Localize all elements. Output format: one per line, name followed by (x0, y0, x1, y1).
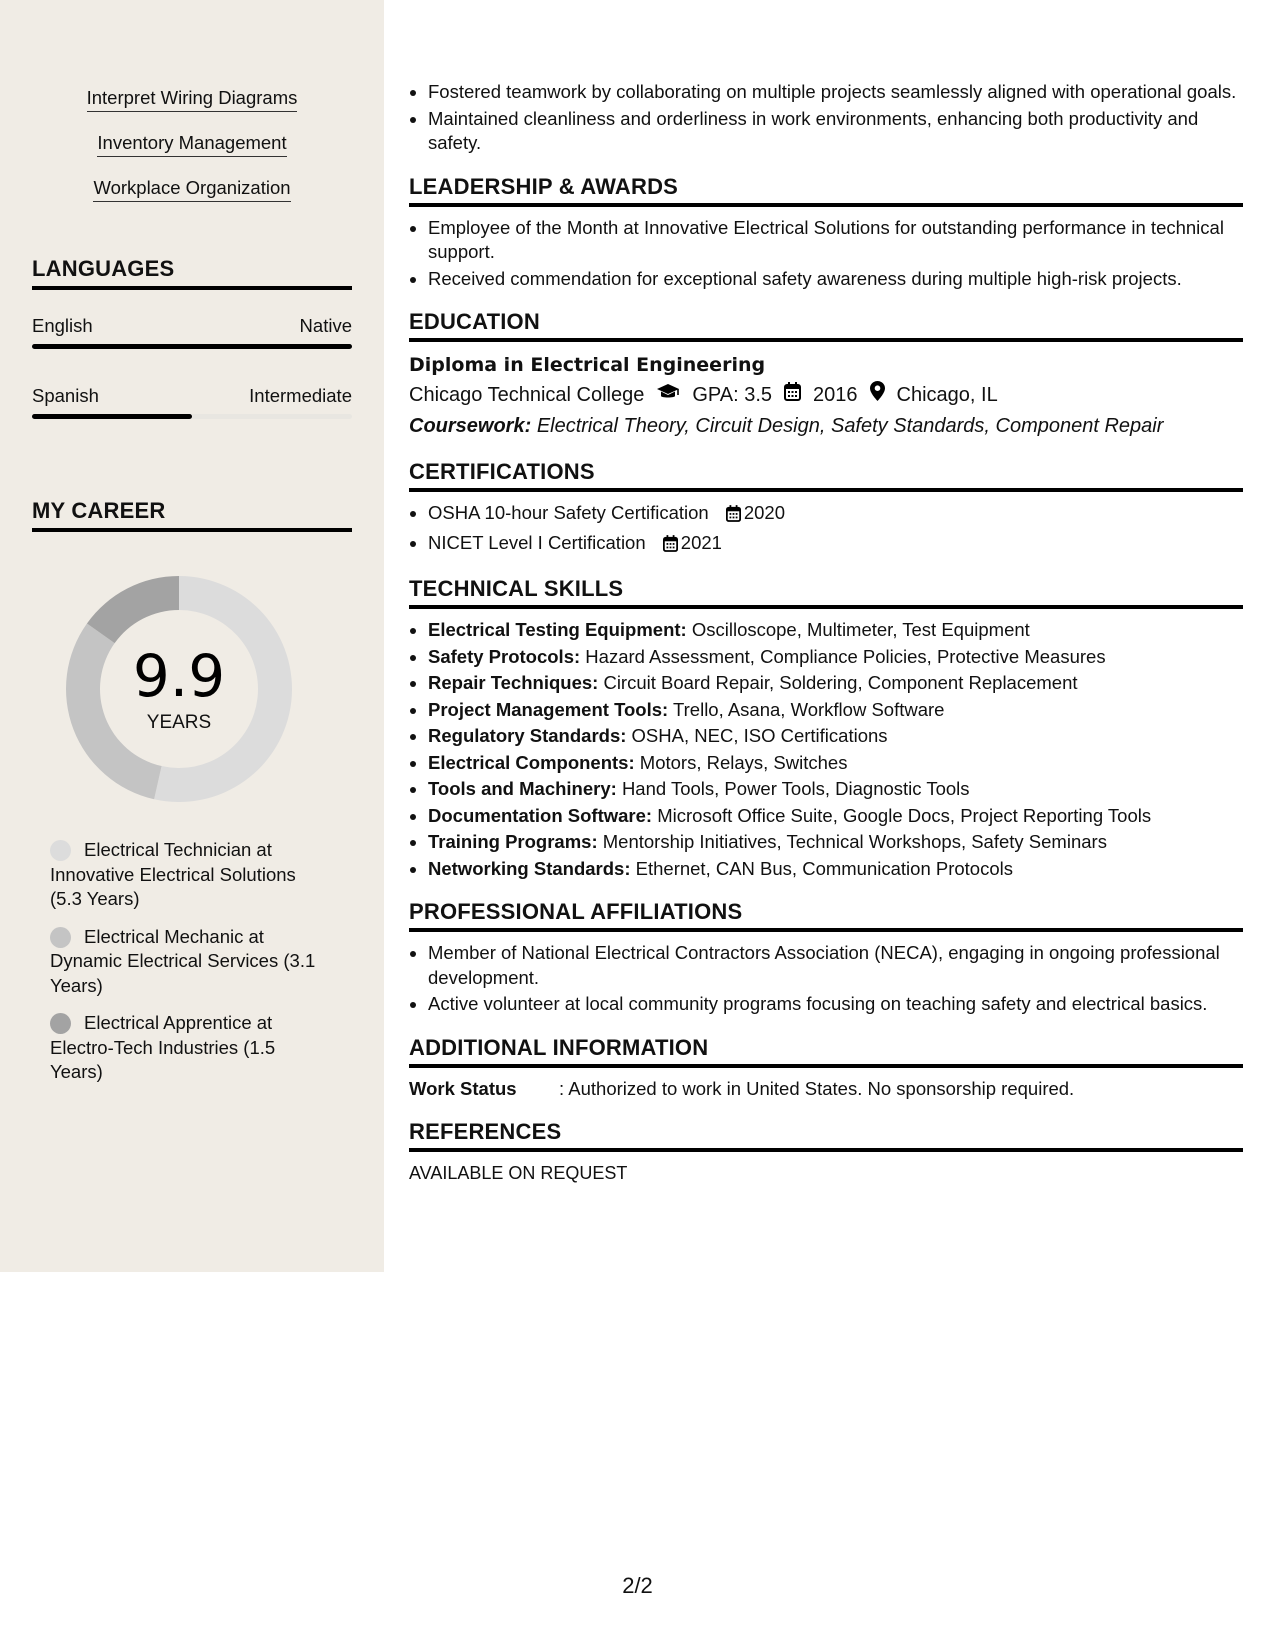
language-name: Spanish (32, 385, 99, 406)
education-school: Chicago Technical College (409, 384, 645, 406)
certification-name: NICET Level I Certification (428, 531, 646, 553)
skill-value: Microsoft Office Suite, Google Docs, Project Reporting Tools (657, 804, 1152, 826)
language-name: English (32, 315, 93, 336)
career-legend-dot (50, 840, 71, 861)
career-total-unit: YEARS (146, 712, 212, 733)
leadership-item: • Received commendation for exceptional safety awareness during multiple high-risk projects. (428, 267, 1243, 292)
education-gpa: GPA: 3.5 (692, 384, 773, 406)
education-heading: EDUCATION (409, 309, 1243, 342)
languages-heading: LANGUAGES (32, 256, 352, 290)
language-bar-fill (32, 344, 352, 349)
career-legend-dot (50, 1013, 71, 1034)
language-level: Native (299, 315, 352, 336)
skill-label: Electrical Components: (428, 751, 635, 773)
career-heading: MY CAREER (32, 498, 352, 532)
skill-value: OSHA, NEC, ISO Certifications (631, 725, 888, 746)
leadership-heading: LEADERSHIP & AWARDS (409, 174, 1243, 207)
work-status-value: : Authorized to work in United States. No sponsorship required. (559, 1077, 1075, 1099)
skill-value: Ethernet, CAN Bus, Communication Protocols (635, 857, 1013, 879)
technical-skill-item (428, 671, 1243, 696)
skill-value: Motors, Relays, Switches (639, 751, 848, 773)
technical-skill-item (428, 618, 1243, 643)
certifications-list (409, 501, 1243, 558)
technical-skill-item (428, 751, 1243, 776)
page-number: 2/2 (622, 1573, 653, 1598)
leadership-item: • Employee of the Month at Innovative Electrical Solutions for outstanding performance in technical support. (428, 216, 1243, 265)
certifications-heading: CERTIFICATIONS (409, 459, 1243, 492)
skill-list (0, 86, 384, 221)
skill-value: Hazard Assessment, Compliance Policies, Protective Measures (585, 645, 1106, 667)
career-legend-text: Electrical Mechanic at Dynamic Electrical Services (3.1 Years) (50, 925, 316, 996)
skill-label: Safety Protocols: (428, 645, 581, 667)
career-legend-dot (50, 927, 71, 948)
additional-info-heading: ADDITIONAL INFORMATION (409, 1035, 1243, 1068)
career-legend-item (50, 925, 330, 999)
career-total-years: 9.9 (132, 642, 226, 710)
career-legend-item (50, 838, 330, 912)
skill-item: Workplace Organization (93, 176, 290, 202)
work-status-label: Work Status (409, 1077, 517, 1099)
education-year: 2016 (813, 384, 858, 406)
affiliation-item: • Active volunteer at local community programs focusing on teaching safety and electrical basics. (428, 992, 1243, 1017)
technical-skill-item (428, 645, 1243, 670)
language-level: Intermediate (249, 385, 352, 406)
skill-item: Interpret Wiring Diagrams (87, 86, 298, 112)
career-donut-center (66, 576, 292, 802)
skill-label: Regulatory Standards: (428, 725, 627, 746)
certification-item (428, 501, 1243, 529)
technical-skill-item (428, 857, 1243, 882)
affiliation-item: • Member of National Electrical Contractors Association (NECA), engaging in ongoing professional development. (428, 941, 1243, 990)
certification-year: 2021 (680, 531, 722, 553)
education-location: Chicago, IL (896, 384, 998, 406)
location-pin-icon (870, 379, 885, 411)
technical-skill-item (428, 724, 1243, 749)
skill-value: Oscilloscope, Multimeter, Test Equipment (691, 619, 1030, 640)
career-legend-text: Electrical Apprentice at Electro-Tech Industries (1.5 Years) (50, 1012, 276, 1082)
career-legend-item (50, 1011, 330, 1085)
education-degree: Diploma in Electrical Engineering (409, 354, 766, 376)
technical-skills-list (409, 618, 1243, 881)
technical-skill-item (428, 804, 1243, 829)
skill-value: Trello, Asana, Workflow Software (673, 698, 945, 720)
technical-skill-item (428, 698, 1243, 723)
certification-name: OSHA 10-hour Safety Certification (428, 502, 709, 523)
experience-bullet: • Fostered teamwork by collaborating on multiple projects seamlessly aligned with operational goals. (428, 80, 1243, 105)
affiliations-list (409, 941, 1243, 1017)
skill-label: Project Management Tools: (428, 698, 669, 720)
main-column (409, 80, 1243, 1185)
coursework-text: Electrical Theory, Circuit Design, Safety Standards, Component Repair (536, 415, 1164, 437)
calendar-icon (726, 504, 741, 529)
calendar-icon (784, 379, 801, 411)
technical-skills-heading: TECHNICAL SKILLS (409, 576, 1243, 609)
coursework-label: Coursework: (409, 415, 532, 437)
references-heading: REFERENCES (409, 1119, 1243, 1152)
skill-value: Hand Tools, Power Tools, Diagnostic Tools (621, 778, 970, 799)
experience-bullet: • Maintained cleanliness and orderliness in work environments, enhancing both productivity and safety. (428, 107, 1243, 156)
certification-item (428, 531, 1243, 559)
technical-skill-item (428, 777, 1243, 802)
experience-bullets (409, 80, 1243, 156)
skill-value: Circuit Board Repair, Soldering, Component Replacement (603, 672, 1078, 693)
graduation-cap-icon (656, 379, 680, 411)
education-meta (409, 379, 1243, 411)
references-text: AVAILABLE ON REQUEST (409, 1162, 628, 1183)
calendar-icon (663, 534, 678, 559)
affiliations-heading: PROFESSIONAL AFFILIATIONS (409, 899, 1243, 932)
skill-label: Documentation Software: (428, 804, 653, 826)
skill-label: Tools and Machinery: (428, 778, 617, 799)
language-bar (32, 344, 352, 349)
certification-year: 2020 (743, 502, 786, 523)
skill-label: Repair Techniques: (428, 672, 599, 693)
education-coursework (409, 411, 1243, 441)
work-status-row (409, 1077, 1243, 1101)
sidebar (0, 0, 384, 1272)
skill-item: Inventory Management (97, 131, 286, 157)
skill-label: Training Programs: (428, 831, 598, 852)
skill-label: Networking Standards: (428, 857, 631, 879)
skill-label: Electrical Testing Equipment: (428, 619, 687, 640)
language-bar (32, 414, 352, 419)
skill-value: Mentorship Initiatives, Technical Workshops, Safety Seminars (602, 831, 1107, 852)
career-legend (50, 838, 330, 1098)
technical-skill-item (428, 830, 1243, 855)
language-bar-fill (32, 414, 192, 419)
leadership-list (409, 216, 1243, 292)
career-legend-text: Electrical Technician at Innovative Electrical Solutions (5.3 Years) (50, 839, 296, 909)
